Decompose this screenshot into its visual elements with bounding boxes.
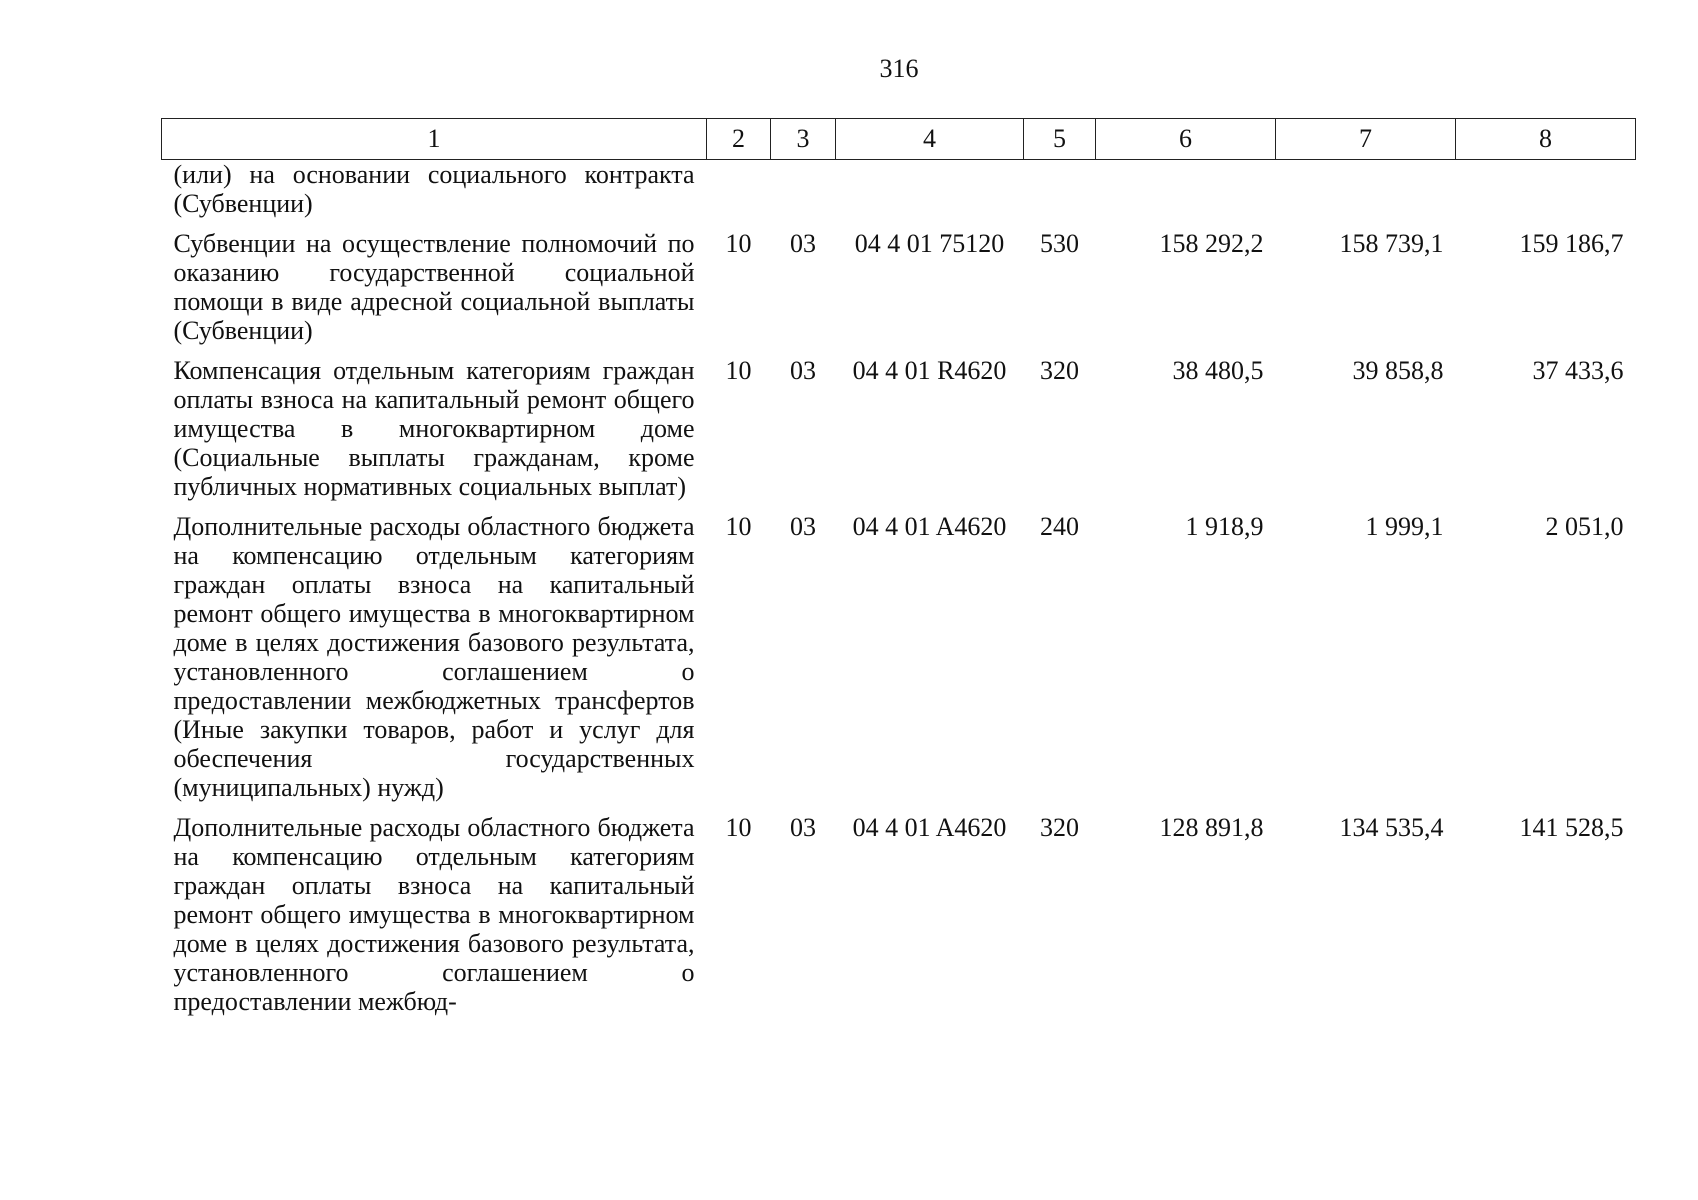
table-row: [162, 512, 1636, 813]
section-cell: 10: [725, 512, 752, 541]
amount-col-7-cell: [1276, 160, 1456, 230]
subsection-cell: 03: [790, 229, 816, 258]
expense-type-cell: 530: [1040, 229, 1079, 258]
amount-col-7-cell: 39 858,8: [1352, 356, 1444, 385]
amount-col-6-cell: 128 891,8: [1159, 813, 1264, 842]
subsection-cell: 03: [790, 512, 816, 541]
expense-type-cell: 320: [1040, 813, 1079, 842]
subsection-cell: 03: [790, 813, 816, 842]
header-col-8: 8: [1456, 119, 1636, 160]
header-col-3: 3: [771, 119, 836, 160]
amount-col-8-cell: 141 528,5: [1519, 813, 1624, 842]
header-col-7: 7: [1276, 119, 1456, 160]
amount-col-6-cell: 1 918,9: [1185, 512, 1264, 541]
target-article-cell: 04 4 01 R4620: [852, 356, 1007, 385]
amount-col-6-cell: 38 480,5: [1172, 356, 1264, 385]
header-row: [162, 119, 1636, 160]
section-cell: 10: [725, 229, 752, 258]
amount-col-6-cell: [1096, 160, 1276, 230]
header-col-6: 6: [1096, 119, 1276, 160]
target-article-cell: 04 4 01 75120: [854, 229, 1005, 258]
amount-col-8-cell: 2 051,0: [1545, 512, 1624, 541]
target-article-cell: [836, 160, 1024, 230]
amount-col-8-cell: 159 186,7: [1519, 229, 1624, 258]
section-cell: [707, 160, 771, 230]
amount-col-7-cell: 1 999,1: [1365, 512, 1444, 541]
section-cell: 10: [725, 356, 752, 385]
row-name-cell: Субвенции на осуществление полномочий по оказанию государственной социальной помощи в виде адресной социальной выплаты (Субвенции): [173, 229, 695, 345]
header-col-4: 4: [836, 119, 1024, 160]
row-name-cell: (или) на основании социального контракта (Субвенции): [173, 160, 695, 218]
table-row: [162, 229, 1636, 356]
amount-col-8-cell: 37 433,6: [1532, 356, 1624, 385]
expense-type-cell: 240: [1040, 512, 1079, 541]
amount-col-7-cell: 158 739,1: [1339, 229, 1444, 258]
table-header: [162, 119, 1636, 160]
expense-type-cell: [1024, 160, 1096, 230]
expense-type-cell: 320: [1040, 356, 1079, 385]
page-number: 316: [879, 54, 919, 83]
header-col-1: 1: [162, 119, 707, 160]
subsection-cell: [771, 160, 836, 230]
subsection-cell: 03: [790, 356, 816, 385]
amount-col-7-cell: 134 535,4: [1339, 813, 1444, 842]
target-article-cell: 04 4 01 A4620: [852, 813, 1007, 842]
section-cell: 10: [725, 813, 752, 842]
table-body: [162, 160, 1636, 1017]
amount-col-8-cell: [1456, 160, 1636, 230]
row-name-cell: Компенсация отдельным категориям граждан оплаты взноса на капитальный ремонт общего имущества в многоквартирном доме (Социальные выплаты гражданам, кроме публичных нормативных социальных выплат): [173, 356, 695, 501]
row-name-cell: Дополнительные расходы областного бюджета на компенсацию отдельным категориям граждан оплаты взноса на капитальный ремонт общего имущества в многоквартирном доме в целях достижения базового результата, установленного соглашением о предоставлении межбюд-: [173, 813, 695, 1016]
table-row: [162, 160, 1636, 230]
header-col-2: 2: [707, 119, 771, 160]
amount-col-6-cell: 158 292,2: [1159, 229, 1264, 258]
table-row: [162, 813, 1636, 1016]
header-col-5: 5: [1024, 119, 1096, 160]
table-row: [162, 356, 1636, 512]
row-name-cell: Дополнительные расходы областного бюджета на компенсацию отдельным категориям граждан оплаты взноса на капитальный ремонт общего имущества в многоквартирном доме в целях достижения базового результата, установленного соглашением о предоставлении межбюджетных трансфертов (Иные закупки товаров, работ и услуг для обеспечения государственных (муниципальных) нужд): [173, 512, 695, 802]
target-article-cell: 04 4 01 A4620: [852, 512, 1007, 541]
budget-table: [161, 118, 1636, 1016]
